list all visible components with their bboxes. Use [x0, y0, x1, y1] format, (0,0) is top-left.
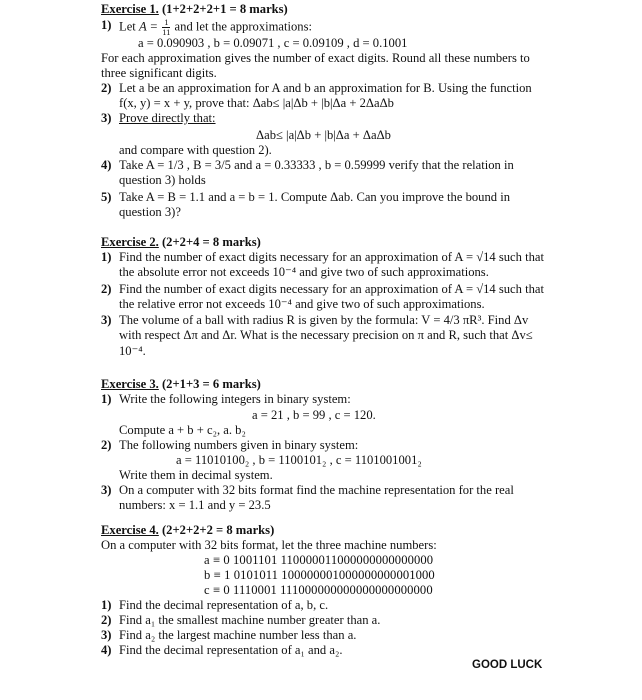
exercise-3-integers: a = 21 , b = 99 , c = 120. [252, 408, 376, 422]
exercise-4-question-1: 1) Find the decimal representation of a, b, c. [101, 598, 329, 612]
exercise-3-binary-numbers: a = 11010100₂ , b = 1100101₂ , c = 1101001001₂ [176, 453, 422, 467]
exercise-1-title: Exercise 1. (1+2+2+2+1 = 8 marks) [101, 2, 288, 16]
exercise-3-title: Exercise 3. (2+1+3 = 6 marks) [101, 377, 261, 391]
exercise-3-compute: Compute a + b + c₂, a. b₂ [119, 423, 246, 437]
exercise-3-question-2: 2) The following numbers given in binary system: [101, 438, 359, 452]
machine-number-b: b ≡ 1 0101011 100000001000000000001000 [204, 568, 435, 582]
exercise-1-question-3: 3) Prove directly that: [101, 111, 216, 125]
machine-number-a: a ≡ 0 1001101 110000011000000000000000 [204, 553, 434, 567]
exercise-2-question-1: 1) Find the number of exact digits necessary for an approximation of A = √14 such that the absolute error not exceeds 10⁻⁴ and give two of such approximations. [101, 250, 544, 280]
exercise-4-question-3: 3) Find a₂ the largest machine number less than a. [101, 628, 357, 642]
exercise-4-question-4: 4) Find the decimal representation of a₁ and a₂. [101, 643, 343, 657]
machine-number-c: c ≡ 0 1110001 111000000000000000000000 [204, 583, 433, 597]
exercise-2-question-3: 3) The volume of a ball with radius R is given by the formula: V = 4/3 πR³. Find Δv with respect Δπ and Δr. What is the necessary precision on π and R, such that Δv≤ 10⁻⁴. [101, 313, 533, 358]
exercise-3-question-3: 3) On a computer with 32 bits format find the machine representation for the real numbers: x = 1.1 and y = 23.5 [101, 483, 514, 513]
exercise-4-intro: On a computer with 32 bits format, let the three machine numbers: [101, 538, 437, 552]
exercise-1-question-2: 2) Let a be an approximation for A and b an approximation for B. Using the function f(x, y) = x + y, prove that: Δab≤ |a|Δb + |b|Δa + 2ΔaΔb [101, 81, 532, 111]
exercise-4-question-2: 2) Find a₁ the smallest machine number greater than a. [101, 613, 381, 627]
exercise-4-title: Exercise 4. (2+2+2+2 = 8 marks) [101, 523, 275, 537]
exercise-2-question-2: 2) Find the number of exact digits necessary for an approximation of A = √14 such that the relative error not exceeds 10⁻⁴ and give two of such approximations. [101, 282, 544, 312]
exercise-1-instructions: For each approximation gives the number of exact digits. Round all these numbers to three significant digits. [101, 51, 530, 81]
exercise-1-question-4: 4) Take A = 1/3 , B = 3/5 and a = 0.33333 , b = 0.59999 verify that the relation in question 3) holds [101, 158, 514, 188]
fraction-1-over-11: $\frac{1}{11}$ [162, 17, 171, 37]
exercise-1-q3-formula: Δab≤ |a|Δb + |b|Δa + ΔaΔb [256, 128, 391, 142]
good-luck-footer: GOOD LUCK [472, 659, 543, 671]
exercise-3-decimal-instruction: Write them in decimal system. [119, 468, 273, 482]
exercise-2-title: Exercise 2. (2+2+4 = 8 marks) [101, 235, 261, 249]
exercise-1-question-1: 1) Let A = $\frac{1}{11}$ and let the approximations: [101, 17, 313, 37]
exercise-1-q3-compare: and compare with question 2). [119, 143, 272, 157]
exercise-1-question-5: 5) Take A = B = 1.1 and a = b = 1. Compute Δab. Can you improve the bound in question 3)? [101, 190, 511, 220]
exercise-1-approximations: a = 0.090903 , b = 0.09071 , c = 0.09109 , d = 0.1001 [138, 36, 408, 50]
exercise-3-question-1: 1) Write the following integers in binary system: [101, 392, 351, 406]
